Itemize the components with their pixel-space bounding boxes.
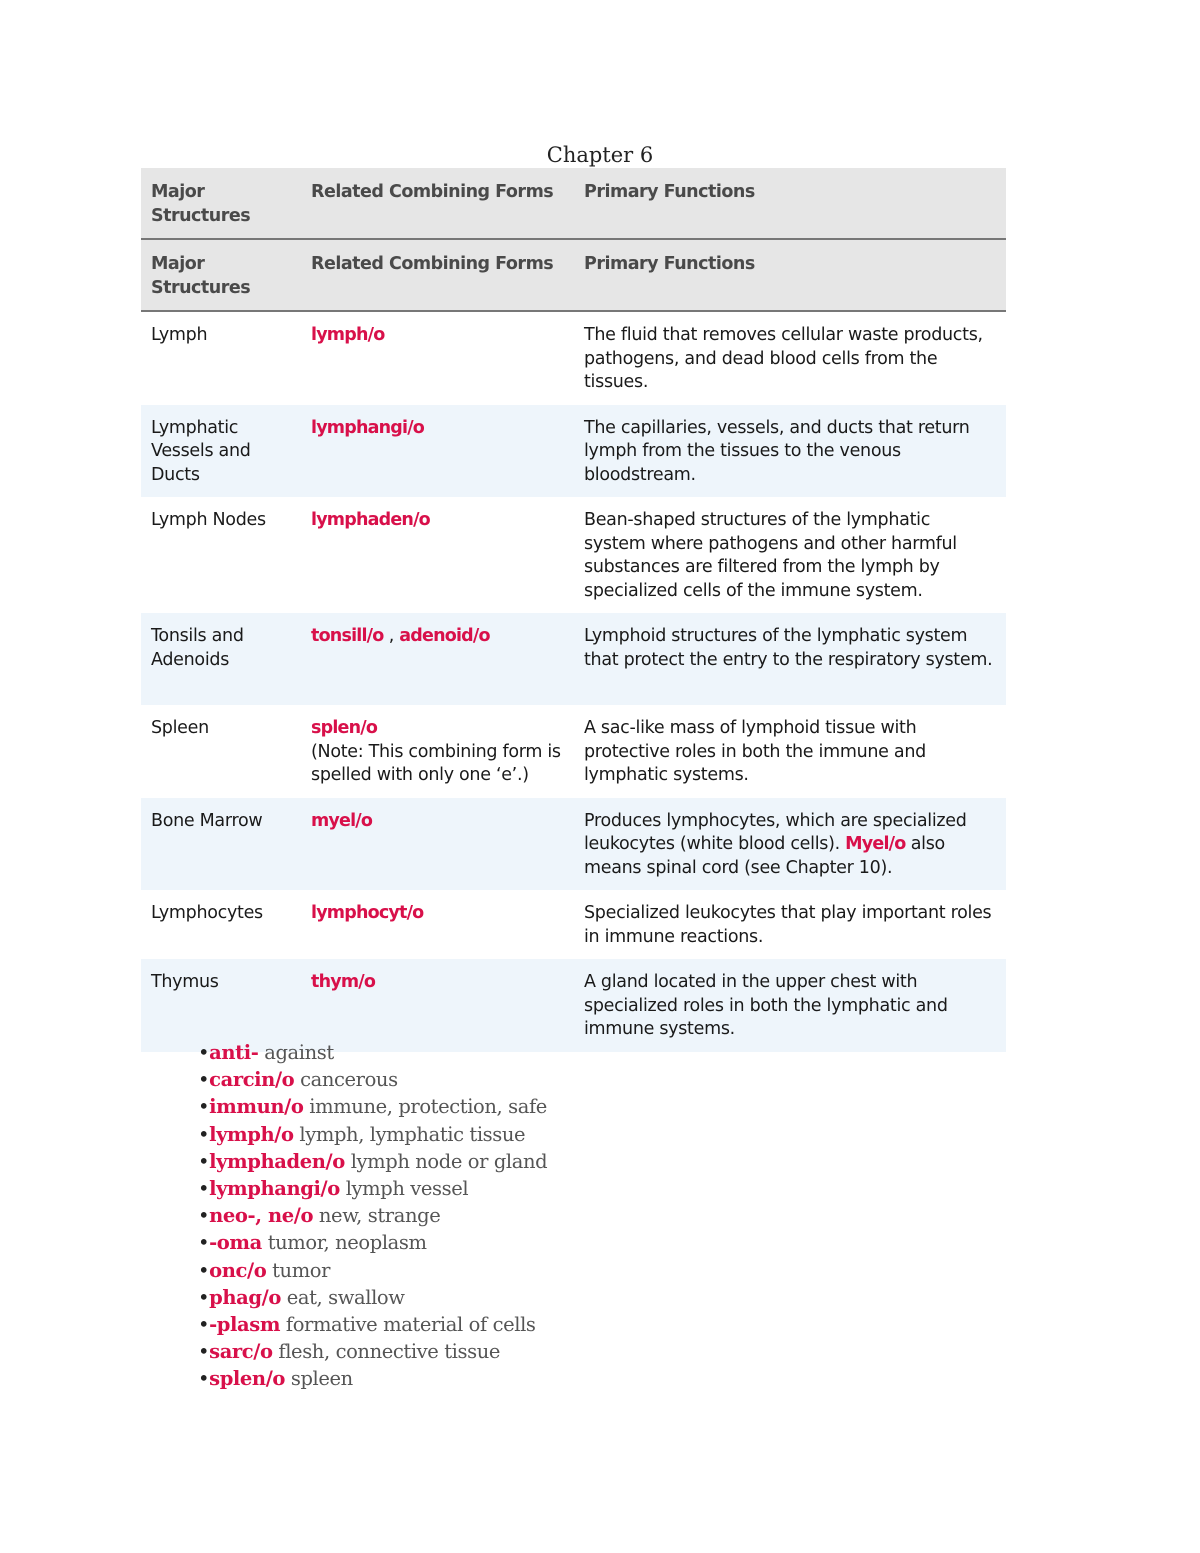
word-part-term: immun/o (209, 1095, 304, 1119)
structures-table (141, 168, 1006, 1052)
combining-form-cell (301, 705, 574, 798)
header-primary-functions: Primary Functions (574, 168, 1006, 239)
word-part-meaning: eat, swallow (280, 1285, 405, 1309)
bullet-icon: • (198, 1258, 210, 1282)
bullet-icon: • (198, 1204, 210, 1228)
combining-form-cell (301, 613, 574, 705)
word-part-meaning: formative material of cells (280, 1312, 536, 1336)
combining-form: splen/o (311, 718, 378, 738)
list-item (198, 1093, 547, 1120)
table-header-row (141, 239, 1006, 311)
inline-combining-form: Myel/o (845, 834, 906, 854)
combining-form-cell (301, 405, 574, 498)
word-part-term: onc/o (209, 1258, 267, 1282)
function-text: Produces lymphocytes, which are specialized leukocytes (white blood cells). (584, 810, 967, 854)
word-part-term: lymph/o (209, 1122, 294, 1146)
header-combining-forms: Related Combining Forms (301, 168, 574, 239)
bullet-icon: • (198, 1285, 210, 1309)
combining-form-cell (301, 311, 574, 405)
function-cell (574, 798, 1006, 891)
combining-form-note: (Note: This combining form is spelled with only one ‘e’.) (311, 741, 561, 785)
combining-form-cell (301, 890, 574, 959)
word-part-meaning: tumor (266, 1258, 331, 1282)
word-part-meaning: lymph node or gland (344, 1149, 548, 1173)
word-part-term: -oma (209, 1231, 262, 1255)
word-part-meaning: lymph, lymphatic tissue (293, 1122, 526, 1146)
combining-form: adenoid/o (399, 626, 490, 646)
combining-form: lymphaden/o (311, 510, 430, 530)
function-cell: Specialized leukocytes that play important roles in immune reactions. (584, 903, 992, 947)
header-primary-functions: Primary Functions (574, 239, 1006, 311)
combining-form: tonsill/o (311, 626, 384, 646)
structure-cell: Lymph (151, 325, 208, 345)
list-item (198, 1039, 547, 1066)
function-cell: Bean-shaped structures of the lymphatic system where pathogens and other harmful substances are filtered from the lymph by specialized cells of the immune system. (584, 510, 957, 601)
bullet-icon: • (198, 1149, 210, 1173)
word-part-meaning: spleen (285, 1367, 353, 1391)
table-row (141, 311, 1006, 405)
bullet-icon: • (198, 1041, 210, 1064)
bullet-icon: • (198, 1340, 210, 1364)
word-part-term: -plasm (209, 1312, 281, 1336)
list-item (198, 1148, 547, 1175)
function-cell: A sac-like mass of lymphoid tissue with protective roles in both the immune and lymphatic systems. (584, 718, 926, 785)
word-part-term: lymphaden/o (209, 1149, 345, 1173)
table-row (141, 705, 1006, 798)
word-part-term: splen/o (209, 1367, 286, 1391)
combining-form: myel/o (311, 810, 373, 831)
word-part-term: sarc/o (209, 1340, 273, 1364)
table-row (141, 798, 1006, 891)
bullet-icon: • (198, 1312, 210, 1336)
combining-form: thym/o (311, 972, 376, 992)
list-item (198, 1202, 547, 1229)
header-major-structures: Major Structures (141, 239, 301, 311)
bullet-icon: • (198, 1231, 210, 1255)
structure-cell: Tonsils and Adenoids (141, 613, 301, 705)
list-item (198, 1365, 547, 1392)
list-item (198, 1121, 547, 1148)
table-row (141, 890, 1006, 959)
word-parts-list (198, 1039, 547, 1392)
word-part-term: lymphangi/o (209, 1176, 340, 1200)
list-item (198, 1175, 547, 1202)
table-header-row (141, 168, 1006, 239)
function-cell: The capillaries, vessels, and ducts that return lymph from the tissues to the venous bloodstream. (574, 405, 1006, 498)
combining-form-separator: , (383, 626, 400, 646)
word-part-meaning: immune, protection, safe (303, 1095, 547, 1119)
header-combining-forms: Related Combining Forms (301, 239, 574, 311)
header-major-structures: Major Structures (141, 168, 301, 239)
structure-cell: Lymphocytes (151, 903, 263, 923)
list-item (198, 1311, 547, 1338)
bullet-icon: • (198, 1176, 210, 1200)
chapter-title: Chapter 6 (546, 143, 654, 167)
combining-form-cell (301, 959, 574, 1052)
word-part-term: phag/o (209, 1285, 281, 1309)
structure-cell: Lymph Nodes (151, 510, 266, 530)
word-part-meaning: new, strange (313, 1204, 441, 1228)
word-part-term: neo-, ne/o (209, 1204, 314, 1228)
function-cell: The fluid that removes cellular waste products, pathogens, and dead blood cells from the tissues. (584, 325, 983, 392)
word-part-meaning: flesh, connective tissue (272, 1340, 501, 1364)
list-item (198, 1284, 547, 1311)
list-item (198, 1257, 547, 1284)
function-cell: A gland located in the upper chest with specialized roles in both the lymphatic and immune systems. (574, 959, 1006, 1052)
combining-form-cell (301, 497, 574, 613)
word-part-meaning: cancerous (294, 1068, 398, 1092)
function-text: also means spinal cord (see Chapter 10). (584, 834, 945, 878)
bullet-icon: • (198, 1068, 210, 1092)
list-item (198, 1229, 547, 1256)
structure-cell: Lymphatic Vessels and Ducts (141, 405, 301, 498)
function-cell: Lymphoid structures of the lymphatic system that protect the entry to the respiratory system. (574, 613, 1006, 705)
combining-form: lymphangi/o (311, 417, 425, 438)
table-row (141, 497, 1006, 613)
structure-cell: Bone Marrow (141, 798, 301, 891)
combining-form: lymph/o (311, 325, 385, 345)
combining-form-cell (301, 798, 574, 891)
bullet-icon: • (198, 1122, 210, 1146)
table-row (141, 959, 1006, 1052)
table-row (141, 613, 1006, 705)
table-row (141, 405, 1006, 498)
list-item (198, 1066, 547, 1093)
structure-cell: Spleen (151, 718, 209, 738)
structure-cell: Thymus (141, 959, 301, 1052)
word-part-meaning: tumor, neoplasm (261, 1231, 427, 1255)
bullet-icon: • (198, 1095, 210, 1119)
list-item (198, 1338, 547, 1365)
bullet-icon: • (198, 1367, 210, 1391)
word-part-meaning: lymph vessel (339, 1176, 469, 1200)
word-part-term: carcin/o (209, 1068, 295, 1092)
word-part-meaning: against (258, 1041, 334, 1064)
combining-form: lymphocyt/o (311, 903, 424, 923)
word-part-term: anti- (209, 1041, 259, 1064)
